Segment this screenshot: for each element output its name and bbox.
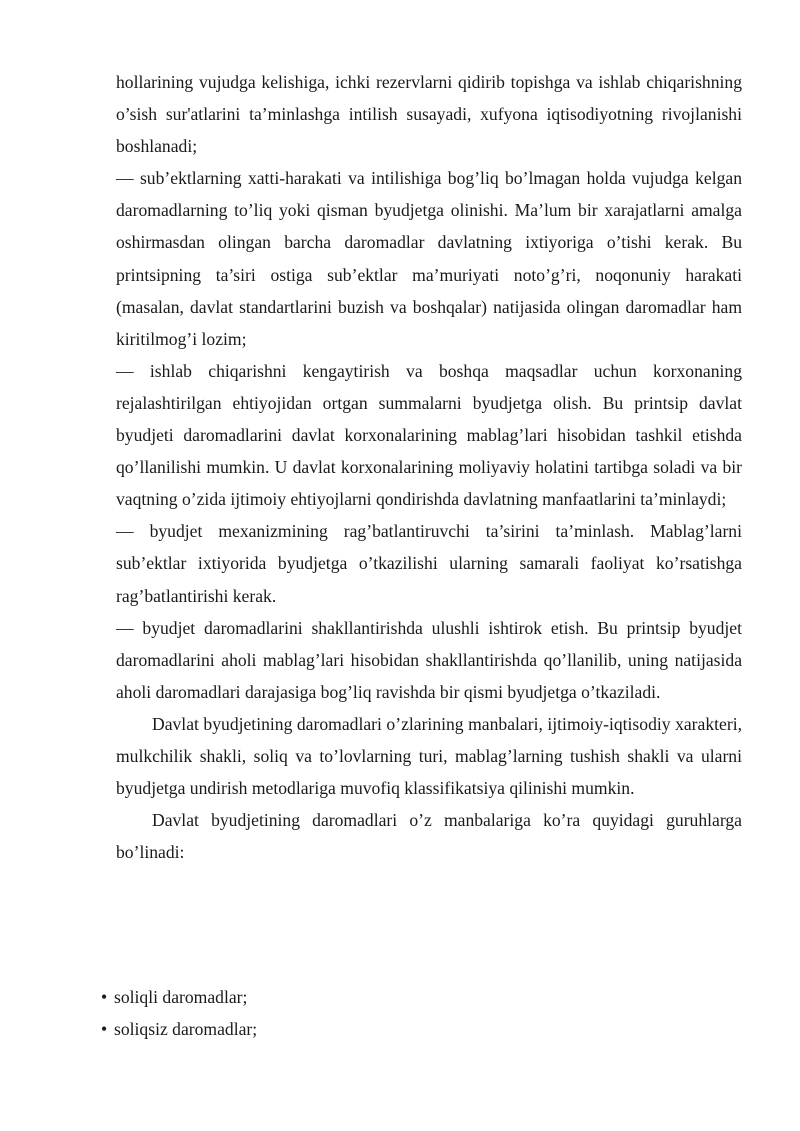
paragraph-principle-surplus-collection: — ishlab chiqarishni kengaytirish va boshqa maqsadlar uchun korxonaning rejalashtirilgan ehtiyojidan ortgan summalarni byudjetga olish. Bu printsip davlat byudjeti daromadlarini davlat korxonalarining mablag’lari hisobidan tashkil etishda qo’llanilishi mumkin. U davlat korxonalarining moliyaviy holatini tartibga soladi va bir vaqtning o’zida ijtimoiy ehtiyojlarni qondirishda davlatning manfaatlarini ta’minlaydi; [116, 360, 742, 510]
paragraph-principle-incentive: — byudjet mexanizmining rag’batlantiruvchi ta’sirini ta’minlash. Mablag’larni sub’ektlar ixtiyorida byudjetga o’tkazilishi ularning samarali faoliyat ko’rsatishga rag’batlantirishi kerak. [116, 521, 742, 606]
paragraph-principle-windfall-income: — sub’ektlarning xatti-harakati va intilishiga bog’liq bo’lmagan holda vujudga kelgan daromadlarning to’liq yoki qisman byudjetga olinishi. Ma’lum bir xarajatlarni amalga oshirmasdan olingan barcha daromadlar davlatning ixtiyoriga o’tishi kerak. Bu printsipning ta’siri ostiga sub’ektlar ma’muriyati noto’g’ri, noqonuniy harakati (masalan, davlat standartlarini buzish va boshqalar) natijasida olingan daromadlar ham kiritilmog’i lozim; [116, 168, 742, 349]
list-item-text: soliqli daromadlar; [114, 987, 248, 1007]
paragraph-continuation: hollarining vujudga kelishiga, ichki rezervlarni qidirib topishga va ishlab chiqarishning o’sish sur'atlarini ta’minlashga intilish susayadi, xufyona iqtisodiyotning rivojlanishi boshlanadi; [116, 72, 742, 157]
bullet-icon: • [101, 987, 108, 1007]
list-item [101, 981, 257, 1013]
paragraph-principle-shared-participation: — byudjet daromadlarini shakllantirishda ulushli ishtirok etish. Bu printsip byudjet daromadlarini aholi mablag’lari hisobidan shakllantirishda qo’llanilib, uning natijasida aholi daromadlari darajasiga bog’liq ravishda bir qismi byudjetga o’tkaziladi. [116, 617, 742, 702]
document-page [116, 66, 742, 868]
paragraph-classification: Davlat byudjetining daromadlari o’zlarining manbalari, ijtimoiy-iqtisodiy xarakteri, mulkchilik shakli, soliq va to’lovlarning turi, mablag’larning tushish shakli va ularni byudjetga undirish metodlariga muvofiq klassifikatsiya qilinishi mumkin. [116, 713, 742, 799]
list-item [101, 1013, 257, 1045]
paragraph-groups-intro: Davlat byudjetining daromadlari o’z manbalariga ko’ra quyidagi guruhlarga bo’linadi: [116, 810, 742, 863]
revenue-groups-list [101, 981, 257, 1045]
bullet-icon: • [101, 1019, 108, 1040]
list-item-text: soliqsiz daromadlar; [114, 1019, 258, 1040]
